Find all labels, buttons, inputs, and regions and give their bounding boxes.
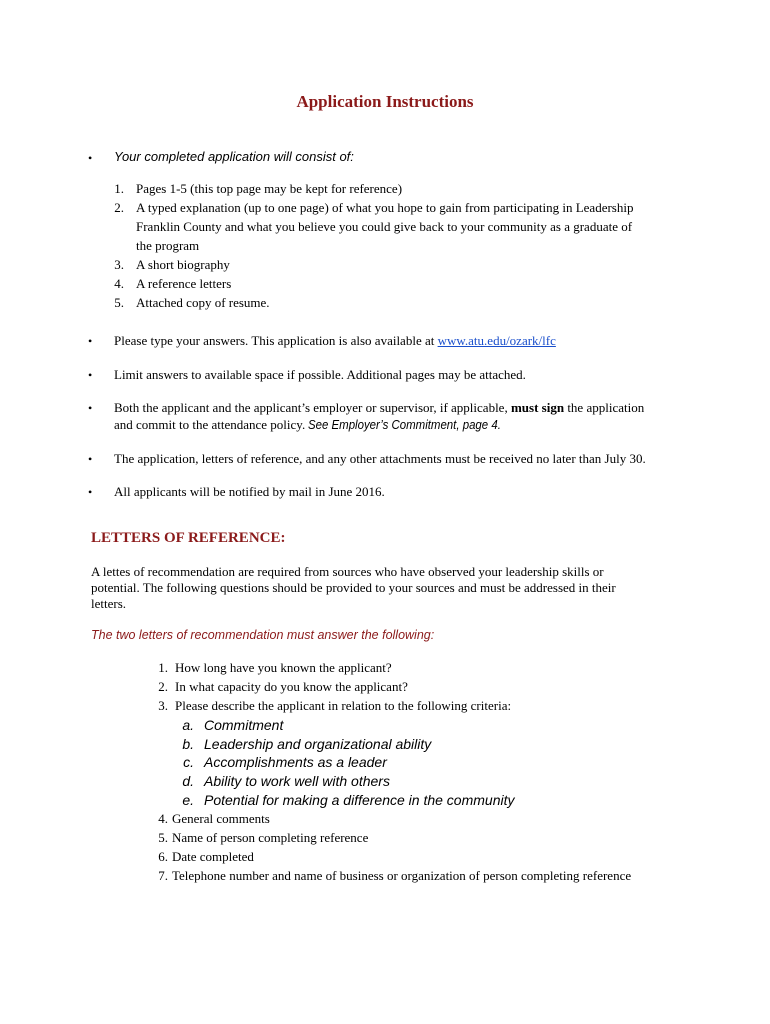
references-paragraph [91,564,671,612]
type-answers-text [114,332,694,349]
question-item: Date completed [172,849,254,864]
question-item: How long have you known the applicant? [175,660,392,675]
list-item: Pages 1-5 (this top page may be kept for reference) [136,181,403,196]
limit-answers-text: Limit answers to available space if possible. Additional pages may be attached. [114,367,526,382]
website-link[interactable]: www.atu.edu/ozark/lfc [437,333,556,348]
question-number: 6. [158,849,168,864]
criteria-item: Accomplishments as a leader [204,754,387,770]
question-number: 2. [158,679,168,694]
criteria-item: Potential for making a difference in the community [204,792,515,808]
list-item: A reference letters [136,276,232,291]
question-number: 1. [158,660,168,675]
bullet-icon: • [88,151,93,165]
list-number: 1. [114,181,124,196]
criteria-letter: d. [182,773,194,789]
bullet-icon: • [88,401,93,415]
list-item: A short biography [136,257,230,272]
list-number: 4. [114,276,124,291]
question-item: Telephone number and name of business or organization of person completing reference [172,868,632,883]
list-item-continuation: the program [136,238,200,253]
bullet-icon: • [88,368,93,382]
must-sign-emphasis: must sign [510,400,565,415]
sign-text-before: Both the applicant and the applicant’s employer or supervisor, if applicable, [114,400,511,415]
bullet-icon: • [88,485,93,499]
sign-text-line2: and commit to the attendance policy. [114,417,309,432]
sign-text [114,399,694,433]
question-item: General comments [172,811,270,826]
list-number: 5. [114,295,124,310]
list-item-continuation: Franklin County and what you believe you could give back to your community as a graduate of [136,219,633,234]
criteria-letter: c. [183,754,194,770]
question-item: Please describe the applicant in relation to the following criteria: [175,698,512,713]
paragraph-line: potential. The following questions should be provided to your sources and must be addressed in their [91,580,616,595]
question-number: 4. [158,811,168,826]
employer-commitment-ref: See Employer’s Commitment, page 4. [308,417,502,432]
type-answers-label: Please type your answers. This application is also available at [114,333,438,348]
list-number: 3. [114,257,124,272]
list-number: 2. [114,200,124,215]
criteria-letter: e. [182,792,194,808]
list-item: Attached copy of resume. [136,295,270,310]
question-item: In what capacity do you know the applicant? [175,679,408,694]
question-number: 3. [158,698,168,713]
question-item: Name of person completing reference [172,830,369,845]
criteria-item: Leadership and organizational ability [204,736,432,752]
criteria-letter: b. [182,736,194,752]
bullet-icon: • [88,334,93,348]
criteria-item: Ability to work well with others [204,773,390,789]
notified-text: All applicants will be notified by mail in June 2016. [114,484,385,499]
sign-text-after: the application [564,400,645,415]
criteria-letter: a. [182,717,194,733]
question-number: 7. [158,868,168,883]
question-number: 5. [158,830,168,845]
paragraph-line: A lettes of recommendation are required from sources who have observed your leadership skills or [91,564,604,579]
references-heading: LETTERS OF REFERENCE: [91,530,286,546]
intro-text: Your completed application will consist of: [114,149,354,164]
criteria-item: Commitment [204,717,284,733]
must-answer-note: The two letters of recommendation must answer the following: [91,628,435,642]
paragraph-line: letters. [91,596,127,611]
list-item: A typed explanation (up to one page) of what you hope to gain from participating in Leadership [136,200,634,215]
page-title: Application Instructions [296,92,474,111]
bullet-icon: • [88,452,93,466]
deadline-text: The application, letters of reference, and any other attachments must be received no later than July 30. [114,451,646,466]
